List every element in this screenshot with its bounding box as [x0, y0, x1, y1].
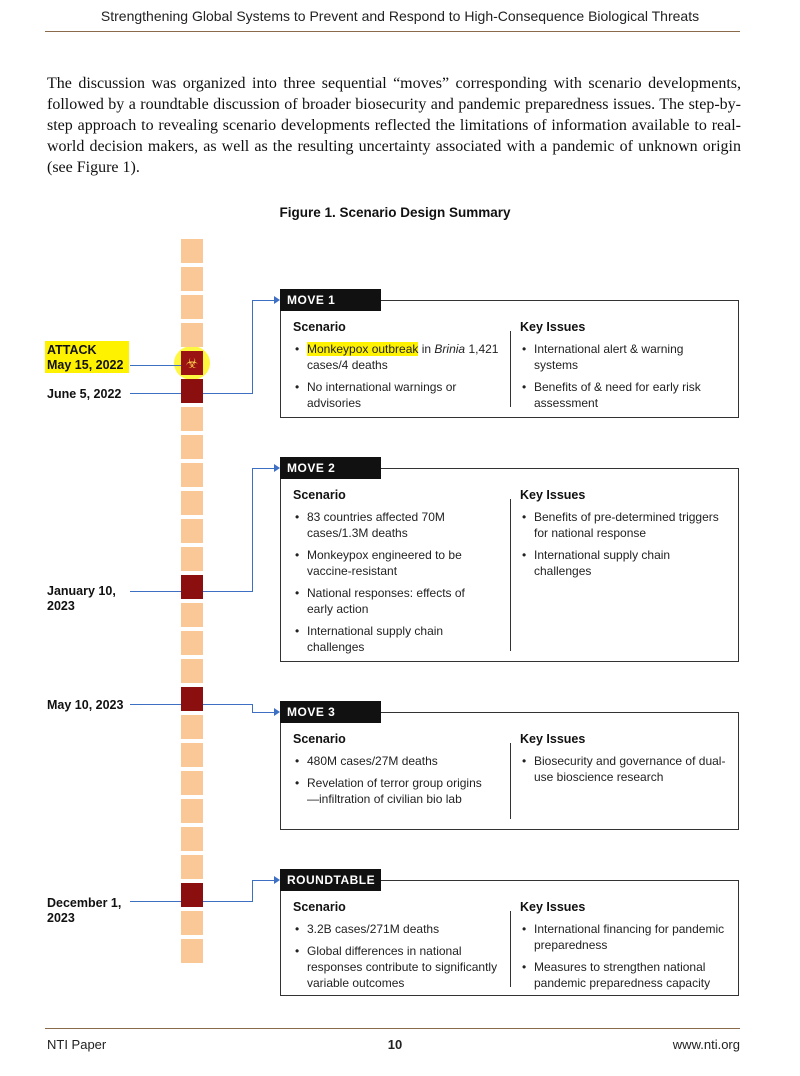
move3-key-issues-column: [520, 731, 730, 791]
move2-scenario-column: [293, 487, 503, 661]
move3-scenario-heading: Scenario: [293, 732, 346, 746]
roundtable-key-issue: • International financing for pandemic preparedness: [520, 921, 730, 953]
roundtable-connector-h: [203, 901, 252, 902]
move3-key-issues-heading: Key Issues: [520, 732, 586, 746]
roundtable-connector-v: [252, 880, 253, 902]
outbreak-highlight: Monkeypox outbreak: [307, 342, 419, 356]
timeline-segment: [181, 911, 203, 935]
move1-key-issues-column: [520, 319, 730, 417]
column-divider: [510, 911, 511, 987]
move1-connector-v: [252, 300, 253, 394]
timeline-bar: [181, 239, 203, 967]
figure-title: Figure 1. Scenario Design Summary: [279, 205, 511, 220]
scenario-text: 1,421 cases/4 deaths: [307, 342, 499, 372]
move2-scenario-item: • Monkeypox engineered to be vaccine-resistant: [293, 547, 487, 579]
move3-date-connector: [130, 704, 181, 705]
move2-key-issues-heading: Key Issues: [520, 488, 586, 502]
roundtable-scenario-item: • Global differences in national responses contribute to significantly variable outcomes: [293, 943, 503, 991]
footer-left: NTI Paper: [47, 1037, 107, 1052]
event-marker: [181, 687, 203, 711]
move3-key-issue: • Biosecurity and governance of dual-use bioscience research: [520, 753, 730, 785]
move1-key-issue: • International alert & warning systems: [520, 341, 730, 373]
move3-connector-top: [252, 712, 274, 713]
move2-date-connector: [130, 591, 181, 592]
move1-date: June 5, 2022: [47, 387, 122, 401]
attack-label: ATTACK: [47, 343, 97, 357]
column-divider: [510, 743, 511, 819]
timeline-segment: [181, 855, 203, 879]
move2-date: January 10, 2023: [47, 584, 116, 613]
move2-key-issue: • International supply chain challenges: [520, 547, 704, 579]
timeline-segment: [181, 407, 203, 431]
footer-rule: [45, 1028, 740, 1029]
move3-scenario-column: [293, 731, 503, 813]
column-divider: [510, 331, 511, 407]
move3-tab: MOVE 3: [280, 701, 381, 723]
move1-key-issues-heading: Key Issues: [520, 320, 586, 334]
timeline-segment: [181, 743, 203, 767]
move1-tab: MOVE 1: [280, 289, 381, 311]
intro-paragraph: The discussion was organized into three sequential “moves” corresponding with scenario developments, followed by a roundtable discussion of broader biosecurity and pandemic preparedness issues. The step-by-step approach to revealing scenario developments reflected the limitations of information available to real-world decision makers, as well as the resulting uncertainty associated with a pandemic of unknown origin (see Figure 1).: [47, 75, 741, 176]
move1-scenario-heading: Scenario: [293, 320, 346, 334]
move2-scenario-item: • International supply chain challenges: [293, 623, 477, 655]
roundtable-date: December 1, 2023: [47, 896, 122, 925]
roundtable-date-connector: [130, 901, 181, 902]
move2-connector-top: [252, 468, 274, 469]
move2-key-issues-column: [520, 487, 730, 585]
timeline-segment: [181, 603, 203, 627]
move1-date-connector: [130, 393, 181, 394]
move3-scenario-item: • 480M cases/27M deaths: [293, 753, 503, 769]
attack-date: May 15, 2022: [47, 358, 124, 372]
move1-box: [280, 300, 739, 418]
timeline-segment: [181, 519, 203, 543]
timeline-segment: [181, 827, 203, 851]
move2-key-issue: • Benefits of pre-determined triggers for national response: [520, 509, 730, 541]
move2-scenario-item: • 83 countries affected 70M cases/1.3M deaths: [293, 509, 457, 541]
roundtable-connector-top: [252, 880, 274, 881]
timeline-segment: [181, 631, 203, 655]
header-rule: [45, 31, 740, 32]
move2-tab: MOVE 2: [280, 457, 381, 479]
move1-scenario-item: [293, 341, 503, 373]
move1-connector-h: [203, 393, 252, 394]
roundtable-key-issue: • Measures to strengthen national pandemic preparedness capacity: [520, 959, 730, 991]
roundtable-scenario-column: [293, 899, 503, 997]
move2-connector-h: [203, 591, 252, 592]
timeline-segment: [181, 715, 203, 739]
timeline-segment: [181, 771, 203, 795]
event-marker: [181, 379, 203, 403]
event-marker: [181, 575, 203, 599]
timeline-segment: [181, 295, 203, 319]
footer-url[interactable]: www.nti.org: [672, 1037, 740, 1052]
move3-connector-h: [203, 704, 252, 705]
timeline-segment: [181, 799, 203, 823]
move3-scenario-item: • Revelation of terror group origins—infiltration of civilian bio lab: [293, 775, 487, 807]
move1-scenario-column: [293, 319, 503, 417]
timeline-segment: [181, 435, 203, 459]
roundtable-key-issues-heading: Key Issues: [520, 900, 586, 914]
roundtable-scenario-heading: Scenario: [293, 900, 346, 914]
page-number: 10: [387, 1037, 403, 1052]
country-name: Brinia: [434, 342, 466, 356]
move1-key-issue: • Benefits of & need for early risk assessment: [520, 379, 730, 411]
timeline-segment: [181, 939, 203, 963]
roundtable-scenario-item: • 3.2B cases/271M deaths: [293, 921, 503, 937]
event-marker: [181, 883, 203, 907]
move2-connector-v: [252, 468, 253, 592]
biohazard-icon: ☣: [185, 355, 199, 371]
move1-connector-top: [252, 300, 274, 301]
attack-marker: [181, 351, 203, 375]
running-header: Strengthening Global Systems to Prevent and Respond to High-Consequence Biological Threats: [100, 8, 700, 24]
timeline-segment: [181, 267, 203, 291]
move1-scenario-item: • No international warnings or advisories: [293, 379, 503, 411]
move2-scenario-heading: Scenario: [293, 488, 346, 502]
move2-scenario-item: • National responses: effects of early action: [293, 585, 492, 617]
attack-connector: [130, 365, 181, 366]
scenario-text: in: [418, 342, 435, 356]
roundtable-tab: ROUNDTABLE: [280, 869, 381, 891]
timeline-segment: [181, 659, 203, 683]
move2-box: [280, 468, 739, 662]
column-divider: [510, 499, 511, 651]
move3-box: [280, 712, 739, 830]
timeline-segment: [181, 323, 203, 347]
roundtable-box: [280, 880, 739, 996]
roundtable-key-issues-column: [520, 899, 730, 997]
timeline-segment: [181, 463, 203, 487]
timeline-segment: [181, 547, 203, 571]
timeline-segment: [181, 491, 203, 515]
move3-date: May 10, 2023: [47, 698, 124, 712]
timeline-segment: [181, 239, 203, 263]
